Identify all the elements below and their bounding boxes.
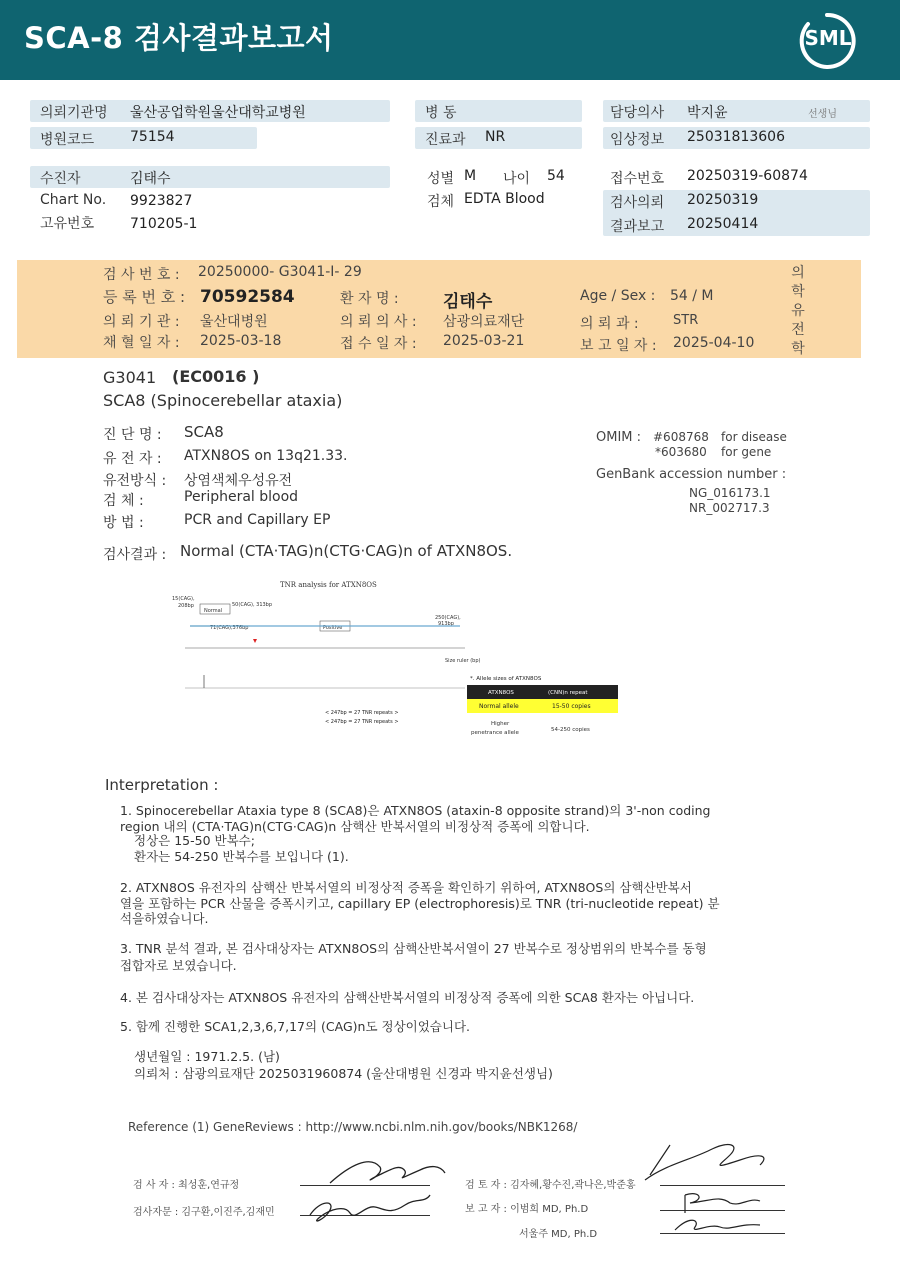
interp-p2b: 열을 포함하는 PCR 산물을 증폭시키고, capillary EP (electrophoresis)로 TNR (tri-nucleotide repeat) 분: [120, 896, 720, 911]
receipt-date-value: 2025-03-21: [443, 333, 525, 349]
chart-value: 9923827: [130, 193, 193, 209]
sample-marker: [253, 639, 257, 643]
tnr-analysis-figure: [170, 575, 630, 745]
receipt-value: 20250319-60874: [687, 168, 808, 184]
gene-label: 유 전 자 :: [103, 451, 162, 467]
size-ruler-label: Size ruler (bp): [445, 658, 481, 664]
patient-label: 수진자: [40, 171, 81, 187]
interp-p1d: 환자는 54-250 반복수를 보입니다 (1).: [134, 849, 349, 864]
chart-label: Chart No.: [40, 192, 107, 208]
req-doctor-label: 의 뢰 의 사 :: [340, 314, 417, 330]
genbank-label: GenBank accession number :: [596, 467, 787, 482]
doctor-value: 박지윤: [687, 105, 728, 121]
sex-value: M: [464, 168, 477, 184]
gene-value: ATXN8OS on 13q21.33.: [184, 448, 348, 464]
higher-allele-cell-a: Higher: [491, 721, 510, 727]
age-label: 나이: [503, 171, 531, 187]
normal-allele-cell: Normal allele: [479, 703, 519, 710]
dept-label: 진료과: [425, 132, 466, 148]
institution-value: 울산공업학원울산대학교병원: [130, 105, 306, 121]
doctor-label: 담당의사: [610, 105, 665, 121]
ward-label-lab: 의 뢰 과 :: [580, 316, 639, 332]
specimen-label: 검체: [427, 194, 455, 210]
clinical-value: 25031813606: [687, 129, 785, 145]
inst-value: 울산대병원: [200, 314, 268, 330]
th-repeat: (CNN)n repeat: [548, 690, 588, 696]
genbank-1: NG_016173.1: [689, 486, 771, 500]
diag-value: SCA8: [184, 423, 224, 441]
sex-label: 성별: [427, 171, 455, 187]
dept-value: NR: [485, 129, 506, 145]
higher-allele-copies: 54-250 copies: [551, 727, 590, 733]
repeat-line-2: < 247bp = 27 TNR repeats >: [325, 719, 399, 725]
interpretation-title: Interpretation :: [105, 776, 219, 794]
result-label: 검사결과 :: [103, 547, 167, 563]
interp-p4: 4. 본 검사대상자는 ATXN8OS 유전자의 삼핵산반복서열의 비정상적 증폭에 의한 SCA8 환자는 아닙니다.: [120, 990, 695, 1005]
doctor-suffix: 선생님: [808, 109, 837, 120]
report-label: 결과보고: [610, 219, 665, 235]
interp-p1c: 정상은 15-50 반복수;: [134, 833, 255, 848]
ward-value-lab: STR: [673, 313, 699, 328]
report-date-value: 2025-04-10: [673, 335, 755, 351]
reviewer-line: 검 토 자 : 김자혜,황수진,곽나은,박준홍: [465, 1180, 636, 1191]
reg-no-label: 등 록 번 호 :: [103, 288, 186, 306]
specimen-value: EDTA Blood: [464, 191, 545, 207]
side-department-text: 의학유전학: [791, 265, 805, 357]
age-sex-value: 54 / M: [670, 288, 714, 304]
test-code-2: (EC0016 ): [172, 367, 260, 386]
inherit-label: 유전방식 :: [103, 473, 167, 489]
report-title: SCA-8 검사결과보고서: [24, 21, 334, 55]
interp-p3b: 접합자로 보였습니다.: [120, 958, 237, 973]
test-no-value: 20250000- G3041-I- 29: [198, 264, 362, 280]
interp-p1a: 1. Spinocerebellar Ataxia type 8 (SCA8)은 ATXN8OS (ataxin-8 opposite strand)의 3'-non coding: [120, 803, 711, 818]
figure-title: TNR analysis for ATXN8OS: [280, 581, 377, 589]
reference-line: Reference (1) GeneReviews : http://www.ncbi.nlm.nih.gov/books/NBK1268/: [128, 1120, 578, 1134]
interp-p1b: region 내의 (CTA·TAG)n(CTG·CAG)n 삼핵산 반복서열의 비정상적 증폭에 의합니다.: [120, 819, 590, 834]
method-value: PCR and Capillary EP: [184, 512, 331, 528]
diag-label: 진 단 명 :: [103, 427, 162, 443]
omim-2: *603680: [655, 445, 707, 459]
genbank-2: NR_002717.3: [689, 501, 770, 515]
request-value: 20250319: [687, 192, 759, 208]
interp-p5: 5. 함께 진행한 SCA1,2,3,6,7,17의 (CAG)n도 정상이었습니다.: [120, 1019, 470, 1034]
result-value: Normal (CTA·TAG)n(CTG·CAG)n of ATXN8OS.: [180, 542, 513, 560]
inst-label: 의 뢰 기 관 :: [103, 314, 180, 330]
allele-table-title: *. Allele sizes of ATXN8OS: [470, 676, 542, 682]
patient-value: 김태수: [130, 171, 171, 187]
report-value: 20250414: [687, 216, 759, 232]
interp-p2a: 2. ATXN8OS 유전자의 삼핵산 반복서열의 비정상적 증폭을 확인하기 위하여, ATXN8OS의 삼핵산반복서: [120, 880, 692, 895]
unique-value: 710205-1: [130, 216, 198, 232]
dob-line: 생년월일 : 1971.2.5. (남): [134, 1049, 280, 1064]
report-header: [0, 0, 900, 80]
hospital-code-value: 75154: [130, 129, 175, 145]
positive-text: Positive: [323, 625, 343, 631]
band-patient: [30, 166, 390, 188]
report-date-label: 보 고 일 자 :: [580, 338, 657, 354]
fig-label-50cag: 50(CAG), 313bp: [232, 602, 273, 608]
institution-label: 의뢰기관명: [40, 105, 108, 121]
normal-text: Normal: [204, 608, 223, 614]
test-code: G3041: [103, 368, 157, 387]
fig-label-208bp: 208bp: [178, 603, 194, 609]
inherit-value: 상염색체우성유전: [184, 473, 293, 489]
specimen-label-2: 검 체 :: [103, 493, 144, 509]
fig-label-250cag: 250(CAG),: [435, 615, 461, 621]
fig-label-71cag: 71(CAG),376bp: [210, 625, 249, 631]
req-doctor-value: 삼광의료재단: [443, 314, 525, 330]
request-label: 검사의뢰: [610, 195, 665, 211]
method-label: 방 법 :: [103, 515, 144, 531]
test-name: SCA8 (Spinocerebellar ataxia): [103, 391, 343, 410]
patient-name-value: 김태수: [443, 292, 493, 312]
signature-strokes: [290, 1135, 810, 1245]
omim-1: #608768: [653, 430, 709, 444]
tester-line: 검 사 자 : 최성훈,연규정: [133, 1180, 240, 1191]
age-sex-label: Age / Sex :: [580, 288, 656, 304]
advisor-line: 검사자문 : 김구환,이진주,김재민: [133, 1207, 275, 1218]
fig-label-15cag: 15(CAG),: [172, 596, 195, 602]
omim-label: OMIM :: [596, 430, 642, 445]
reg-no-value: 70592584: [200, 287, 295, 307]
receipt-date-label: 접 수 일 자 :: [340, 336, 417, 352]
draw-date-label: 채 혈 일 자 :: [103, 335, 180, 351]
ward-label: 병 동: [425, 105, 457, 121]
logo-text: SML: [804, 26, 852, 50]
clinical-label: 임상정보: [610, 132, 665, 148]
receipt-label: 접수번호: [610, 171, 665, 187]
repeat-line-1: < 247bp = 27 TNR repeats >: [325, 710, 399, 716]
unique-label: 고유번호: [40, 216, 95, 232]
omim-1-desc: for disease: [721, 430, 787, 444]
patient-name-label: 환 자 명 :: [340, 291, 399, 307]
hospital-code-label: 병원코드: [40, 132, 95, 148]
reporter-line: 보 고 자 : 이범희 MD, Ph.D: [465, 1204, 589, 1215]
draw-date-value: 2025-03-18: [200, 333, 282, 349]
specimen-value-2: Peripheral blood: [184, 489, 299, 505]
interp-p2c: 석을하였습니다.: [120, 911, 209, 926]
age-value: 54: [547, 168, 565, 184]
omim-2-desc: for gene: [721, 445, 772, 459]
th-atxn8os: ATXN8OS: [488, 690, 514, 696]
higher-allele-cell-b: penetrance allele: [471, 730, 519, 736]
normal-allele-copies: 15-50 copies: [552, 703, 591, 710]
reporter2-line: 서울주 MD, Ph.D: [519, 1229, 598, 1240]
interp-p3a: 3. TNR 분석 결과, 본 검사대상자는 ATXN8OS의 삼핵산반복서열이 27 반복수로 정상범위의 반복수를 동형: [120, 941, 707, 956]
requester-line: 의뢰처 : 삼광의료재단 2025031960874 (울산대병원 신경과 박지윤선생님): [134, 1066, 553, 1081]
fig-label-913bp: 913bp: [438, 621, 454, 627]
test-no-label: 검 사 번 호 :: [103, 267, 180, 283]
